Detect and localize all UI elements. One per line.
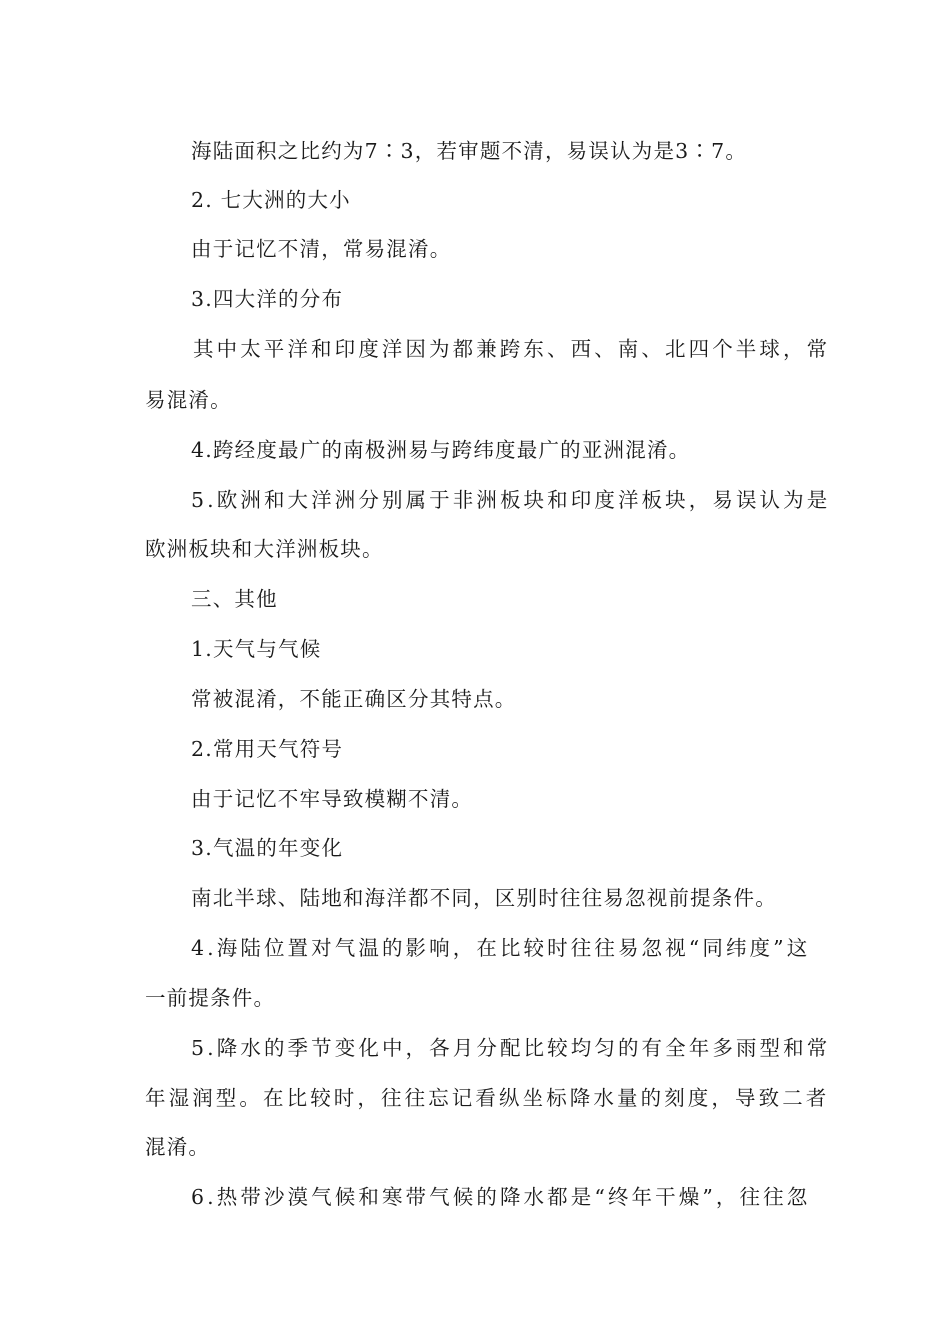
paragraph-line: 年湿润型。在比较时，往往忘记看纵坐标降水量的刻度，导致二者: [145, 1086, 830, 1110]
paragraph-line: 海陆面积之比约为7∶3，若审题不清，易误认为是3∶7。: [191, 139, 748, 163]
paragraph-line: 一前提条件。: [145, 986, 276, 1010]
paragraph-line: 由于记忆不清，常易混淆。: [191, 237, 452, 261]
paragraph-line: 常被混淆，不能正确区分其特点。: [191, 687, 517, 711]
paragraph-line: 欧洲板块和大洋洲板块。: [145, 537, 384, 561]
list-heading: 1.天气与气候: [191, 637, 322, 661]
paragraph-line: 易混淆。: [145, 388, 232, 412]
section-heading: 三、其他: [191, 587, 278, 611]
paragraph-line: 6.热带沙漠气候和寒带气候的降水都是“终年干燥”，往往忽: [191, 1185, 811, 1209]
paragraph-line: 5.欧洲和大洋洲分别属于非洲板块和印度洋板块，易误认为是: [191, 488, 831, 512]
list-heading: 2. 七大洲的大小: [191, 188, 351, 212]
paragraph-line: 混淆。: [145, 1135, 211, 1159]
paragraph-line: 南北半球、陆地和海洋都不同，区别时往往易忽视前提条件。: [191, 886, 777, 910]
paragraph-line: 4.跨经度最广的南极洲易与跨纬度最广的亚洲混淆。: [191, 438, 691, 462]
list-heading: 2.常用天气符号: [191, 737, 344, 761]
paragraph-line: 4.海陆位置对气温的影响，在比较时往往易忽视“同纬度”这: [191, 936, 811, 960]
paragraph-line: 由于记忆不牢导致模糊不清。: [191, 787, 474, 811]
list-heading: 3.气温的年变化: [191, 836, 344, 860]
paragraph-line: 其中太平洋和印度洋因为都兼跨东、西、南、北四个半球，常: [193, 337, 831, 361]
paragraph-line: 5.降水的季节变化中，各月分配比较均匀的有全年多雨型和常: [191, 1036, 831, 1060]
list-heading: 3.四大洋的分布: [191, 287, 344, 311]
